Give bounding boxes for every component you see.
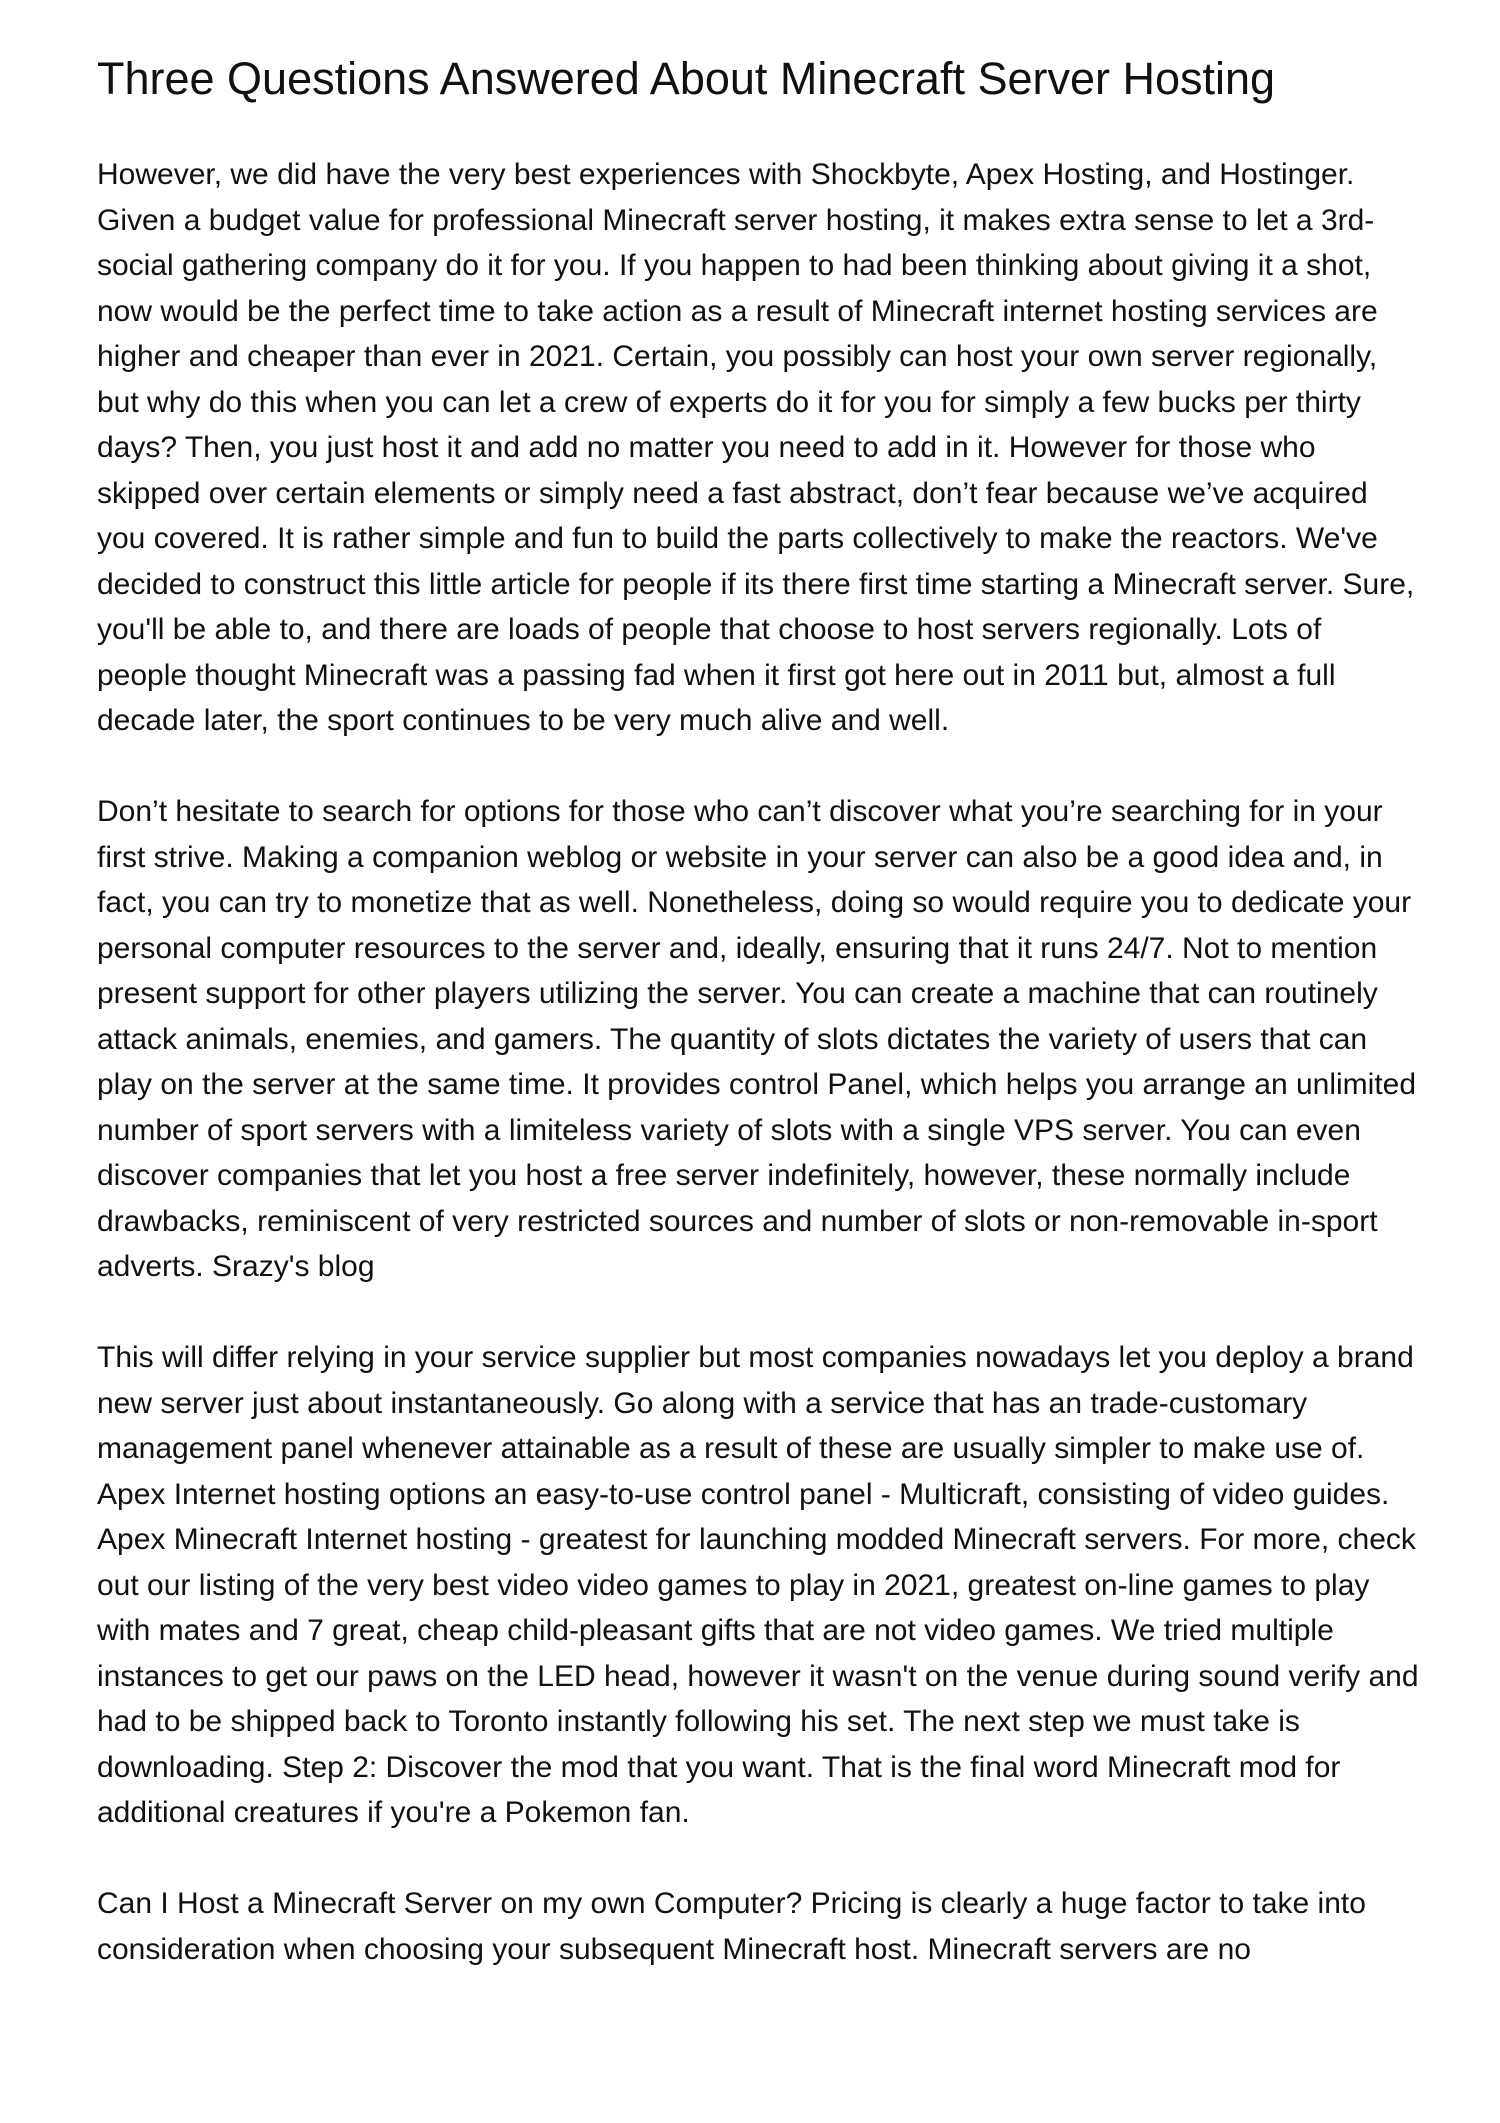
page-title: Three Questions Answered About Minecraft Server Hosting (97, 53, 1276, 104)
paragraph-options: Don’t hesitate to search for options for those who can’t discover what you’re searching for in your first strive. Making a companion weblog or website in your server can also be a good idea and, in fact, you can try to monetize that as well. Nonetheless, doing so would require you to dedicate your personal computer resources to the server and, ideally, ensuring that it runs 24/7. Not to mention present support for other players utilizing the server. You can create a machine that can routinely attack animals, enemies, and gamers. The quantity of slots dictates the variety of users that can play on the server at the same time. It provides control Panel, which helps you arrange an unlimited number of sport servers with a limiteless variety of slots with a single VPS server. You can even discover companies that let you host a free server indefinitely, however, these normally include drawbacks, reminiscent of very restricted sources and number of slots or non-removable in-sport adverts. Srazy's blog (97, 795, 1417, 1283)
article-content (97, 0, 1419, 2018)
paragraph-intro: However, we did have the very best experiences with Shockbyte, Apex Hosting, and Hostinger. Given a budget value for professional Minecraft server hosting, it makes extra sense to let a 3rd-social gathering company do it for you. If you happen to had been thinking about giving it a shot, now would be the perfect time to take action as a result of Minecraft internet hosting services are higher and cheaper than ever in 2021. Certain, you possibly can host your own server regionally, but why do this when you can let a crew of experts do it for you for simply a few bucks per thirty days? Then, you just host it and add no matter you need to add in it. However for those who skipped over certain elements or simply need a fast abstract, don’t fear because we’ve acquired you covered. It is rather simple and fun to build the parts collectively to make the reactors. We've decided to construct this little article for people if its there first time starting a Minecraft server. Sure, you'll be able to, and there are loads of people that choose to host servers regionally. Lots of people thought Minecraft was a passing fad when it first got here out in 2011 but, almost a full decade later, the sport continues to be very much alive and well. (97, 158, 1415, 737)
paragraph-pricing: Can I Host a Minecraft Server on my own Computer? Pricing is clearly a huge factor to take into consideration when choosing your subsequent Minecraft host. Minecraft servers are no (97, 1887, 1366, 1966)
paragraph-providers: This will differ relying in your service supplier but most companies nowadays let you deploy a brand new server just about instantaneously. Go along with a service that has an trade-customary management panel whenever attainable as a result of these are usually simpler to make use of. Apex Internet hosting options an easy-to-use control panel - Multicraft, consisting of video guides. Apex Minecraft Internet hosting - greatest for launching modded Minecraft servers. For more, check out our listing of the very best video video games to play in 2021, greatest on-line games to play with mates and 7 great, cheap child-pleasant gifts that are not video games. We tried multiple instances to get our paws on the LED head, however it wasn't on the venue during sound verify and had to be shipped back to Toronto instantly following his set. The next step we must take is downloading. Step 2: Discover the mod that you want. That is the final word Minecraft mod for additional creatures if you're a Pokemon fan. (97, 1341, 1419, 1829)
